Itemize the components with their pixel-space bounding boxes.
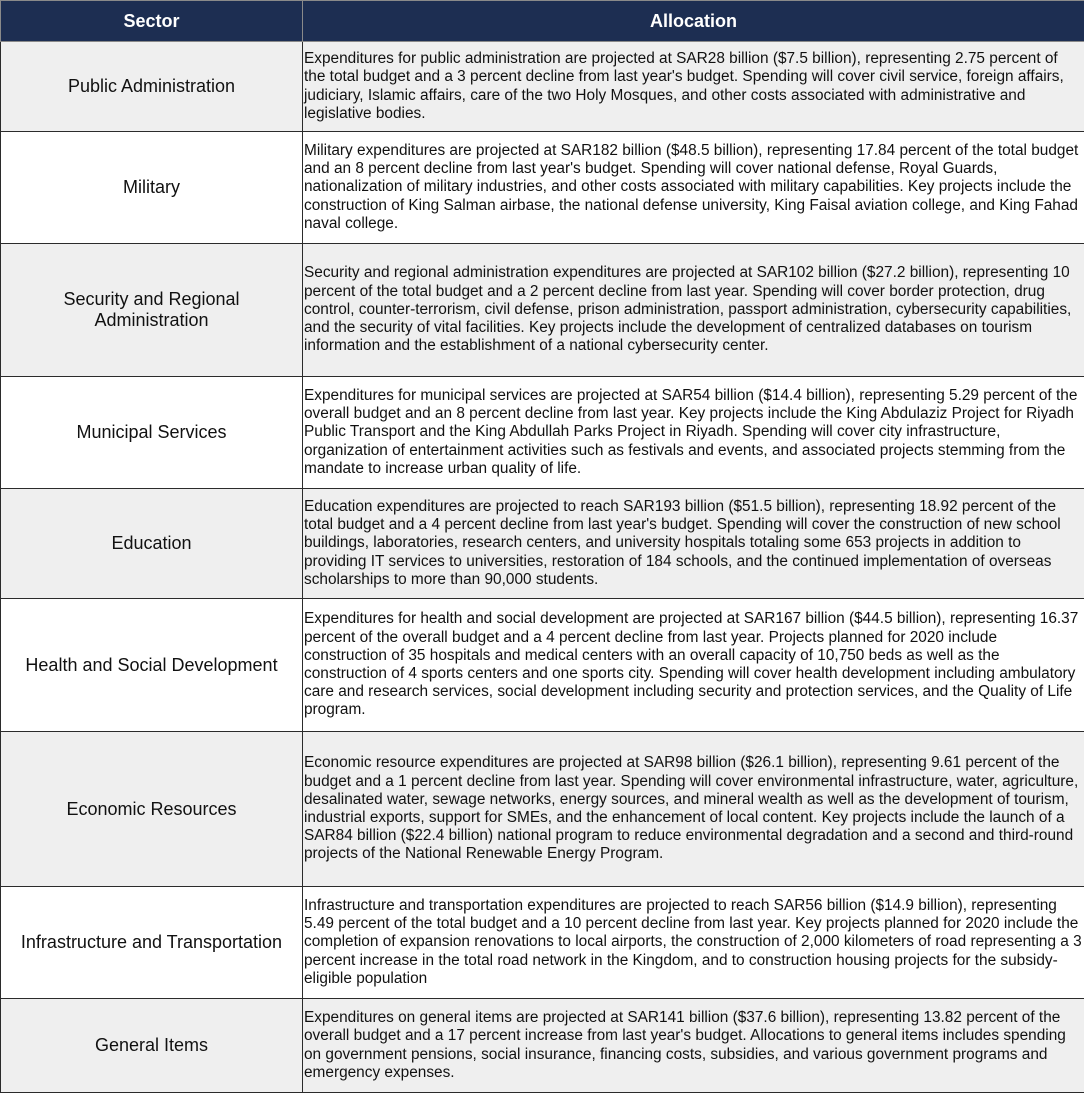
sector-column-header: Sector xyxy=(1,1,303,42)
allocation-cell: Expenditures for public administration are projected at SAR28 billion ($7.5 billion), representing 2.75 percent of the total budget and a 3 percent decline from last year's budget. Spending will cover civil service, foreign affairs, judiciary, Islamic affairs, care of the two Holy Mosques, and other costs associated with administrative and legislative bodies. xyxy=(303,42,1084,132)
sector-cell: General Items xyxy=(1,999,303,1093)
sector-cell: Infrastructure and Transportation xyxy=(1,887,303,999)
table-row xyxy=(1,489,1084,599)
allocation-cell: Expenditures on general items are projected at SAR141 billion ($37.6 billion), representing 13.82 percent of the overall budget and a 17 percent increase from last year's budget. Allocations to general items includes spending on government pensions, social insurance, financing costs, subsidies, and various government programs and emergency expenses. xyxy=(303,999,1084,1093)
table-row xyxy=(1,999,1084,1093)
sector-cell: Public Administration xyxy=(1,42,303,132)
table-header xyxy=(1,1,1084,42)
allocation-column-header: Allocation xyxy=(303,1,1084,42)
allocation-cell: Economic resource expenditures are projected at SAR98 billion ($26.1 billion), representing 9.61 percent of the budget and a 1 percent decline from last year. Spending will cover environmental infrastructure, water, agriculture, desalinated water, sewage networks, energy sources, and mineral wealth as well as the development of tourism, industrial exports, support for SMEs, and the enhancement of local content. Key projects include the launch of a SAR84 billion ($22.4 billion) national program to reduce environmental degradation and a second and third-round projects of the National Renewable Energy Program. xyxy=(303,732,1084,887)
allocation-cell: Expenditures for health and social development are projected at SAR167 billion ($44.5 billion), representing 16.37 percent of the overall budget and a 4 percent decline from last year. Projects planned for 2020 include construction of 35 hospitals and medical centers with an overall capacity of 10,750 beds as well as the construction of 4 sports centers and one sports city. Spending will cover health development including ambulatory care and research services, social development including security and protection services, and the Quality of Life program. xyxy=(303,599,1084,732)
sector-cell: Security and Regional Administration xyxy=(1,244,303,377)
allocation-cell: Security and regional administration expenditures are projected at SAR102 billion ($27.2 billion), representing 10 percent of the total budget and a 2 percent decline from last year. Spending will cover border protection, drug control, counter-terrorism, civil defense, prison administration, passport administration, cybersecurity capabilities, and the security of vital facilities. Key projects include the development of centralized databases on tourism information and the establishment of a national cybersecurity center. xyxy=(303,244,1084,377)
allocation-cell: Expenditures for municipal services are projected at SAR54 billion ($14.4 billion), representing 5.29 percent of the overall budget and an 8 percent decline from last year. Key projects include the King Abdulaziz Project for Riyadh Public Transport and the King Abdullah Parks Project in Riyadh. Spending will cover city infrastructure, organization of entertainment activities such as festivals and events, and associated projects stemming from the mandate to increase urban quality of life. xyxy=(303,377,1084,489)
table-row xyxy=(1,42,1084,132)
table-row xyxy=(1,887,1084,999)
sector-cell: Education xyxy=(1,489,303,599)
table-row xyxy=(1,244,1084,377)
allocation-cell: Education expenditures are projected to reach SAR193 billion ($51.5 billion), representing 18.92 percent of the total budget and a 4 percent decline from last year's budget. Spending will cover the construction of new school buildings, laboratories, research centers, and university hospitals totaling some 653 projects in addition to providing IT services to universities, restoration of 184 schools, and the continued implementation of overseas scholarships to more than 90,000 students. xyxy=(303,489,1084,599)
sector-cell: Economic Resources xyxy=(1,732,303,887)
table-row xyxy=(1,377,1084,489)
sector-cell: Health and Social Development xyxy=(1,599,303,732)
header-row xyxy=(1,1,1084,42)
allocation-cell: Infrastructure and transportation expenditures are projected to reach SAR56 billion ($14.9 billion), representing 5.49 percent of the total budget and a 10 percent decline from last year. Key projects planned for 2020 include the completion of expansion renovations to local airports, the construction of 2,000 kilometers of road representing a 3 percent increase in the total road network in the Kingdom, and to construction housing projects for the subsidy-eligible population xyxy=(303,887,1084,999)
table-row xyxy=(1,732,1084,887)
allocation-cell: Military expenditures are projected at SAR182 billion ($48.5 billion), representing 17.84 percent of the total budget and an 8 percent decline from last year's budget. Spending will cover national defense, Royal Guards, nationalization of military industries, and other costs associated with military capabilities. Key projects include the construction of King Salman airbase, the national defense university, King Faisal aviation college, and King Fahad naval college. xyxy=(303,132,1084,244)
table-body xyxy=(1,42,1084,1093)
sector-cell: Municipal Services xyxy=(1,377,303,489)
table-row xyxy=(1,599,1084,732)
sector-cell: Military xyxy=(1,132,303,244)
table-row xyxy=(1,132,1084,244)
